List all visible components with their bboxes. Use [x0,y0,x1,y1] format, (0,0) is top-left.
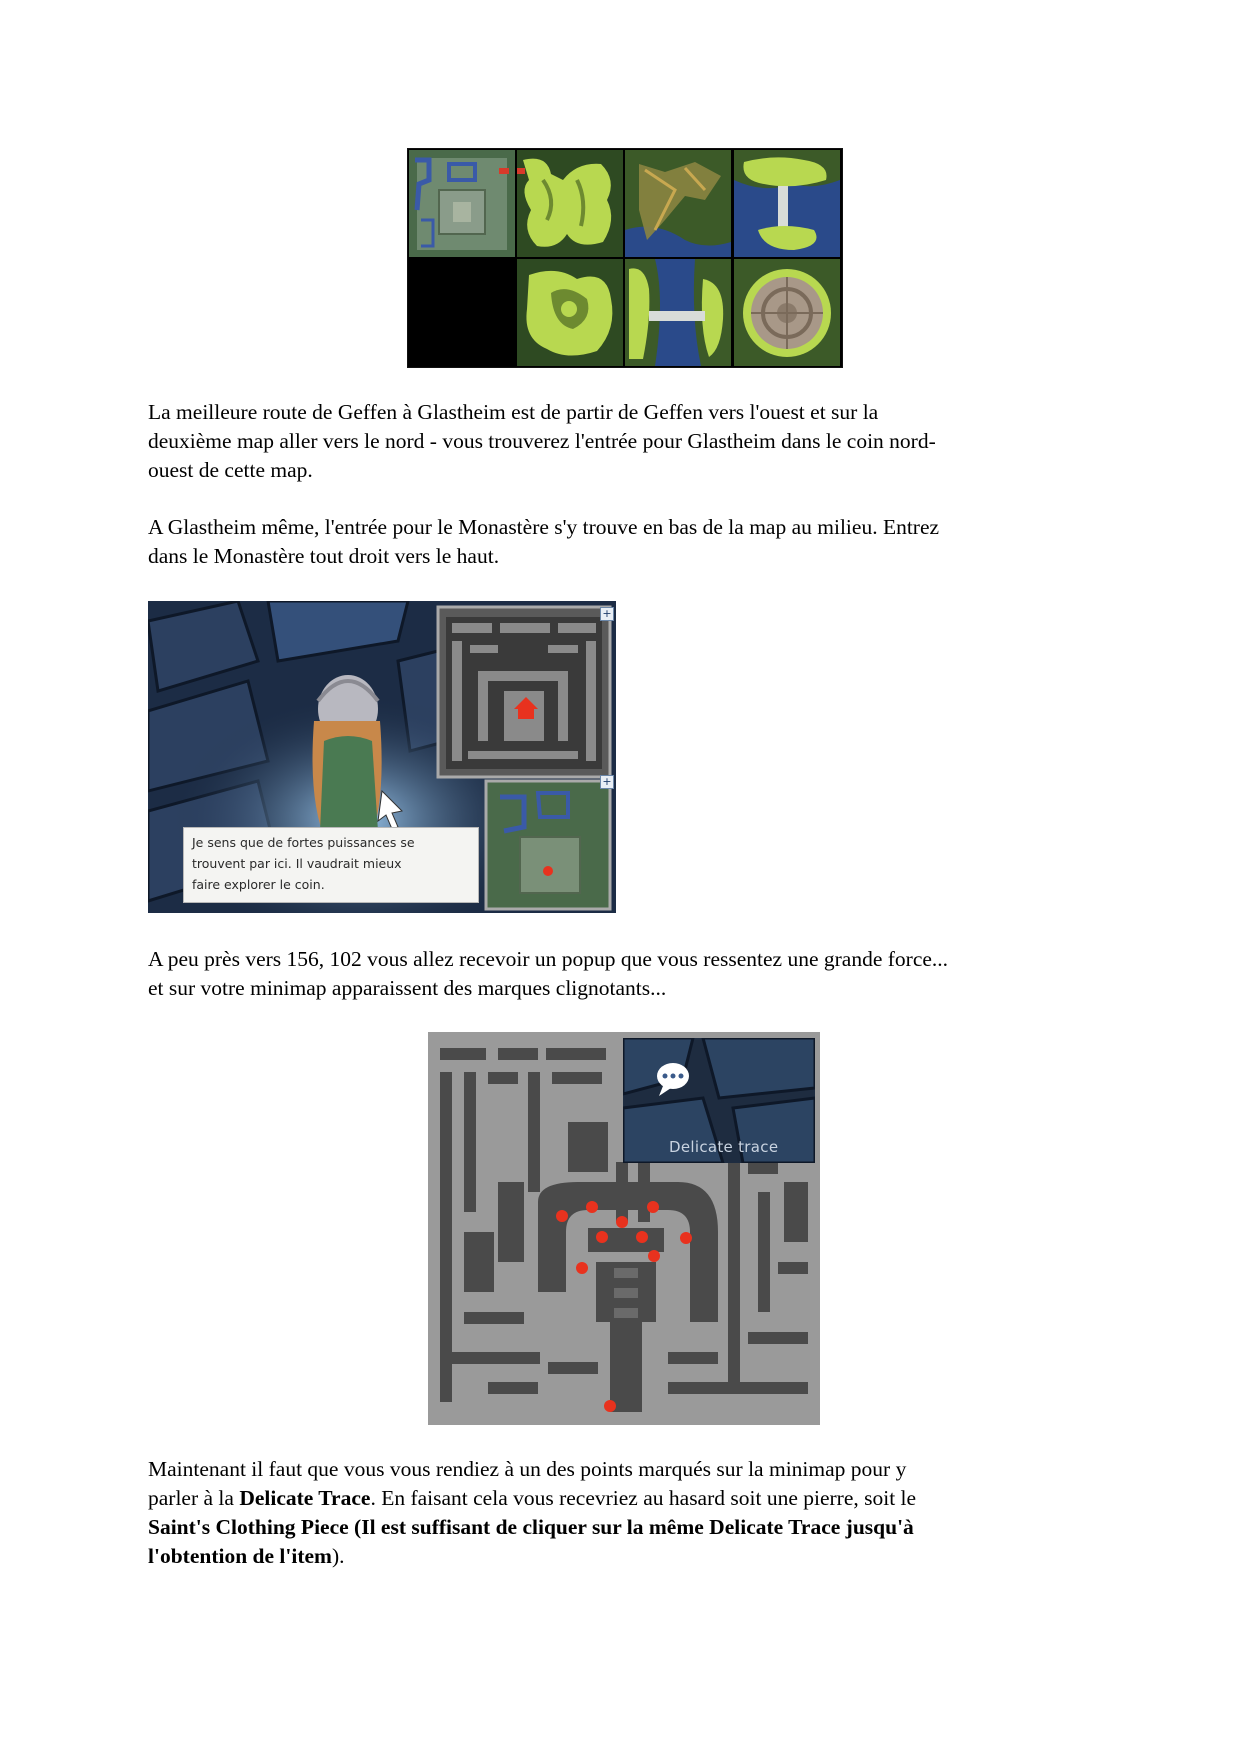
map-tile-geffen [409,150,515,257]
minimap-glastheim [486,781,610,909]
text-line: La meilleure route de Geffen à Glastheim est de partir de Geffen vers l'ouest et sur la [148,400,879,424]
paragraph-route [148,398,1098,485]
map-tile-field-1 [517,150,623,257]
text-run: parler à la [148,1486,240,1510]
game-screenshot [148,601,616,913]
npc-dialog-box [183,827,479,903]
delicate-trace-label[interactable]: Delicate trace [669,1138,779,1156]
text-line: Maintenant il faut que vous vous rendiez à un des points marqués sur la minimap pour y [148,1457,907,1481]
zoom-in-button[interactable]: + [600,607,614,621]
text-line [148,1542,1098,1571]
map-tile-field-4 [517,259,623,366]
map-tile-field-5 [625,259,731,366]
text-line: dans le Monastère tout droit vers le haut. [148,544,500,568]
zoom-in-button[interactable]: + [600,775,614,789]
saint-clothing-note-end: l'obtention de l'item [148,1544,332,1568]
dialog-line: faire explorer le coin. [192,877,325,892]
map-tile-field-3 [734,150,840,257]
paragraph-monastery [148,513,1098,571]
text-line: A peu près vers 156, 102 vous allez recevoir un popup que vous ressentez une grande force... [148,947,949,971]
minimap-monastery [438,607,610,777]
map-tile-field-2 [625,150,731,257]
delicate-trace-panel [623,1038,815,1163]
saint-clothing-note: Saint's Clothing Piece (Il est suffisant de cliquer sur la même Delicate Trace jusqu'à [148,1515,914,1539]
text-line: deuxième map aller vers le nord - vous trouverez l'entrée pour Glastheim dans le coin nord- [148,429,936,453]
text-line [148,1513,1098,1542]
dialog-line: Je sens que de fortes puissances se [192,835,415,850]
map-tile-glastheim [734,259,840,366]
minimap-marks-figure [428,1032,820,1425]
route-maps-figure [407,148,843,368]
text-run: ). [331,1544,345,1568]
text-run: . En faisant cela vous recevriez au hasard soit une pierre, soit le [370,1486,917,1510]
text-line [148,1484,1098,1513]
text-line: et sur votre minimap apparaissent des marques clignotants... [148,976,667,1000]
paragraph-delicate-trace [148,1455,1098,1571]
paragraph-popup [148,945,1098,1003]
text-line: A Glastheim même, l'entrée pour le Monastère s'y trouve en bas de la map au milieu. Entrez [148,515,940,539]
map-tile-empty [409,259,515,366]
dialog-line: trouvent par ici. Il vaudrait mieux [192,856,402,871]
text-line: ouest de cette map. [148,458,313,482]
delicate-trace-term: Delicate Trace [239,1486,371,1510]
